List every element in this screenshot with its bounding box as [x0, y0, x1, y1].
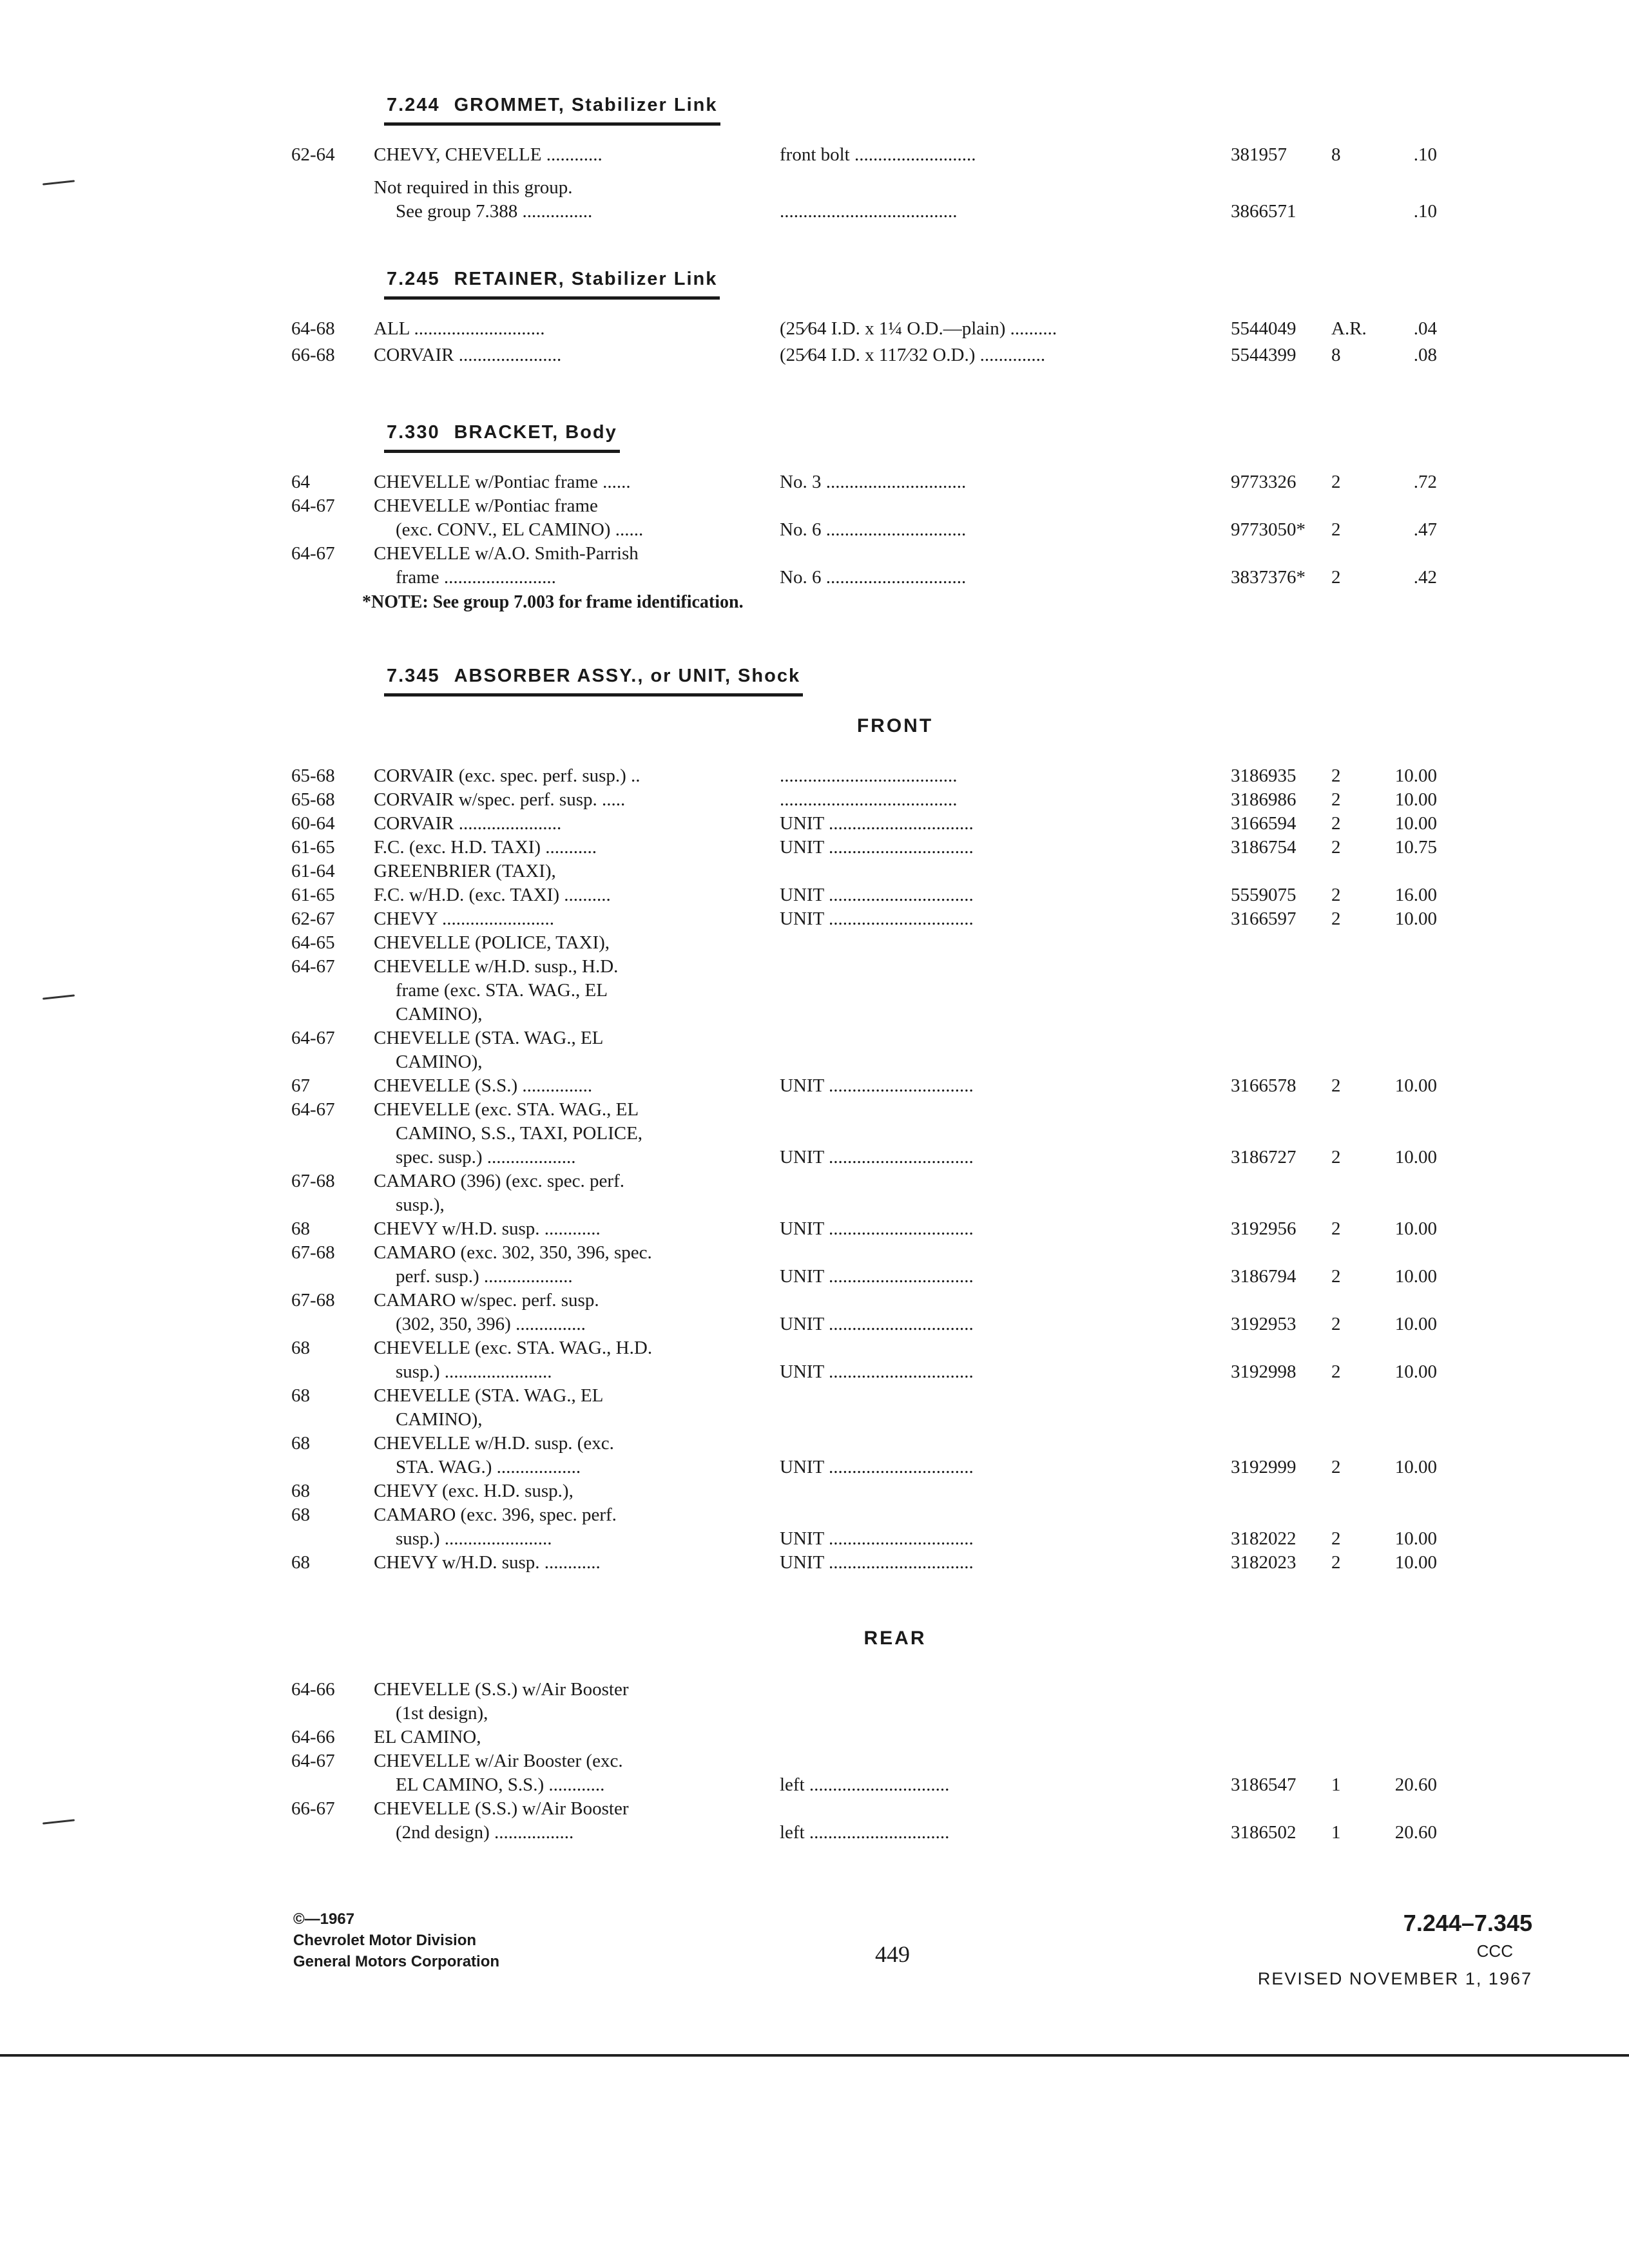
- model-description: [374, 143, 754, 167]
- group-range: 7.244–7.345: [1403, 1910, 1532, 1936]
- part-number: 3192956: [1231, 1218, 1296, 1239]
- part-number: 3166597: [1231, 908, 1296, 929]
- model-years: 64: [291, 472, 310, 492]
- model-years: 68: [291, 1338, 310, 1358]
- model-line: GREENBRIER (TAXI),: [374, 861, 556, 881]
- quantity: 2: [1331, 1147, 1341, 1168]
- part-detail: ......................................: [780, 765, 958, 786]
- model-description: [374, 1074, 754, 1098]
- price: 10.75: [1394, 837, 1437, 858]
- model-description: [374, 1797, 754, 1845]
- model-line: CAMINO, S.S., TAXI, POLICE,: [396, 1123, 643, 1144]
- margin-mark: [43, 180, 75, 185]
- model-line: CAMARO w/spec. perf. susp.: [374, 1290, 599, 1311]
- part-number: 3186935: [1231, 765, 1296, 786]
- model-description: [374, 836, 754, 860]
- quantity: 2: [1331, 885, 1341, 905]
- model-years: 68: [291, 1552, 310, 1573]
- price: 10.00: [1394, 1361, 1437, 1382]
- part-number: 3192953: [1231, 1314, 1296, 1334]
- model-line: CHEVY w/H.D. susp. ............: [374, 1218, 601, 1239]
- model-line: susp.) .......................: [396, 1528, 552, 1549]
- model-line: CHEVELLE (STA. WAG., EL: [374, 1028, 604, 1048]
- model-line: CORVAIR ......................: [374, 813, 562, 834]
- quantity: 2: [1331, 789, 1341, 810]
- model-years: 66-68: [291, 345, 335, 365]
- model-years: 64-67: [291, 956, 335, 977]
- part-number: 3186794: [1231, 1266, 1296, 1287]
- price: 10.00: [1394, 789, 1437, 810]
- model-line: frame ........................: [396, 567, 556, 588]
- part-detail: UNIT ...............................: [780, 1147, 974, 1168]
- part-number: 3837376*: [1231, 567, 1306, 588]
- model-description: [374, 860, 754, 883]
- model-description: [374, 883, 754, 907]
- model-years: 64-66: [291, 1727, 335, 1747]
- part-number: 3182023: [1231, 1552, 1296, 1573]
- model-line: See group 7.388 ...............: [396, 201, 593, 222]
- part-detail: UNIT ...............................: [780, 908, 974, 929]
- model-years: 61-65: [291, 885, 335, 905]
- model-years: 68: [291, 1481, 310, 1501]
- model-description: [374, 176, 754, 224]
- part-detail: UNIT ...............................: [780, 1528, 974, 1549]
- corporation: General Motors Corporation: [293, 1953, 500, 1970]
- quantity: 2: [1331, 813, 1341, 834]
- margin-mark: [43, 994, 75, 999]
- model-line: CHEVY (exc. H.D. susp.),: [374, 1481, 574, 1501]
- catalog-page: 7.244 GROMMET, Stabilizer Link 7.245 RETAINER, Stabilizer Link 7.330 BRACKET, Body *NOTE: See group 7.003 for frame identification. 7.345 ABSORBER ASSY., or UNIT, Shock FRONT REAR ©—1967 Chevrolet Motor Division General Motors Corporation 449 7.244–7.345 CCC REVISED NOVEMBER 1, 1967 62-64 CHEVY, CHEVELLE ............ front bolt .......................... 381957 8 .10 Not required in this group. See group 7.388 ............... ...................................... 3866571 .10 64-68 ALL ............................ (25⁄64 I.D. x 1¼ O.D.—plain) .......... 5544049 A.R. .04 66-68 CORVAIR ...................... (25⁄64 I.D. x 117⁄32 O.D.) .............. 5544399 8 .08 64 CHEVELLE w/Pontiac frame ...... No. 3 .............................. 9773326 2 .72 64-67 CHEVELLE w/Pontiac frame (exc. CONV., EL CAMINO) ...... No. 6 .............................. 9773050* 2 .47 64-67 CHEVELLE w/A.O. Smith-Parrish frame ........................ No. 6 .............................. 3837376* 2 .42 65-68 CORVAIR (exc. spec. perf. susp.) .. ...................................... 3186935 2 10.00 65-68 CORVAIR w/spec. perf. susp. ..... ...................................... 3186986 2 10.00 60-64 CORVAIR ...................... UNIT ............................... 3166594 2 10.00 61-65 F.C. (exc. H.D. TAXI) ........... UNIT ............................... 3186754 2 10.75 61-64 GREENBRIER (TAXI), 61-65 F.C. w/H.D. (exc. TAXI) .......... UNIT ............................... 5559075 2 16.00 62-67 CHEVY ........................ UNIT ............................... 3166597 2 10.00 64-65 CHEVELLE (POLICE, TAXI), 64-67 CHEVELLE w/H.D. susp., H.D. frame (exc. STA. WAG., EL CAMINO), 64-67 CHEVELLE (STA. WAG., EL CAMINO), 67 CHEVELLE (S.S.) ............... UNIT ............................... 3166578 2 10.00 64-67 CHEVELLE (exc. STA. WAG., EL CAMINO, S.S., TAXI, POLICE, spec. susp.) ................... UNIT ............................... 3186727 2 10.00 67-68 CAMARO (396) (exc. spec. perf. susp.), 68 CHEVY w/H.D. susp. ............ UNIT ............................... 3192956 2 10.00 67-68 CAMARO (exc. 302, 350, 396, spec. perf. susp.) ................... UNIT ............................... 3186794 2 10.00 67-68 CAMARO w/spec. perf. susp. (302, 350, 396) ............... UNIT ............................... 3192953 2 10.00 68 CHEVELLE (exc. STA. WAG., H.D. susp.) ....................... UNIT ............................... 3192998 2 10.00 68 CHEVELLE (STA. WAG., EL CAMINO), 68 CHEVELLE w/H.D. susp. (exc. STA. WAG.) .................. UNIT ............................... 3192999 2 10.00 68 CHEVY (exc. H.D. susp.), 68 CAMARO (exc. 396, spec. perf. susp.) ....................... UNIT ............................... 3182022 2 10.00 68 CHEVY w/H.D. susp. ............ UNIT ............................... 3182023 2 10.00 64-66 CHEVELLE (S.S.) w/Air Booster (1st design), 64-66 EL CAMINO, 64-67 CHEVELLE w/Air Booster (exc. EL CAMINO, S.S.) ............ left .............................. 3186547 1 20.60 66-67 CHEVELLE (S.S.) w/Air Booster (2nd design) ................. left .............................. 3186502 1 20.60: [0, 0, 1629, 2268]
- part-detail: ......................................: [780, 789, 958, 810]
- model-line: CAMINO),: [396, 1052, 483, 1072]
- model-line: CORVAIR w/spec. perf. susp. .....: [374, 789, 626, 810]
- model-years: 64-68: [291, 318, 335, 339]
- model-line: CAMINO),: [396, 1409, 483, 1430]
- bottom-rule: [0, 2054, 1629, 2057]
- part-detail: No. 3 ..............................: [780, 472, 967, 492]
- quantity: 2: [1331, 908, 1341, 929]
- price: 10.00: [1394, 1552, 1437, 1573]
- part-number: 9773050*: [1231, 519, 1306, 540]
- subhead-rear: REAR: [863, 1628, 927, 1649]
- quantity: 2: [1331, 519, 1341, 540]
- model-line: (1st design),: [396, 1703, 488, 1724]
- model-years: 67-68: [291, 1290, 335, 1311]
- model-description: [374, 470, 754, 494]
- quantity: 2: [1331, 1075, 1341, 1096]
- revision-block: [1258, 1908, 1532, 1994]
- model-line: susp.) .......................: [396, 1361, 552, 1382]
- model-line: CHEVELLE w/Pontiac frame: [374, 495, 598, 516]
- part-detail: UNIT ...............................: [780, 1552, 974, 1573]
- model-description: [374, 931, 754, 955]
- quantity: 2: [1331, 837, 1341, 858]
- price: .47: [1413, 519, 1437, 540]
- revised-date: REVISED NOVEMBER 1, 1967: [1257, 1969, 1532, 1988]
- model-line: F.C. (exc. H.D. TAXI) ...........: [374, 837, 597, 858]
- model-line: CORVAIR ......................: [374, 345, 562, 365]
- part-detail: UNIT ...............................: [780, 1314, 974, 1334]
- model-line: CHEVELLE (S.S.) w/Air Booster: [374, 1798, 629, 1819]
- part-number: 3186986: [1231, 789, 1296, 810]
- copyright: ©—1967: [293, 1910, 355, 1928]
- model-years: 62-64: [291, 144, 335, 165]
- section-header-7-330: 7.330 BRACKET, Body: [384, 418, 620, 453]
- price: 10.00: [1394, 1528, 1437, 1549]
- model-line: CHEVELLE w/H.D. susp. (exc.: [374, 1433, 614, 1454]
- model-line: CHEVELLE (S.S.) w/Air Booster: [374, 1679, 629, 1700]
- model-years: 64-66: [291, 1679, 335, 1700]
- quantity: A.R.: [1331, 318, 1367, 339]
- part-detail: UNIT ...............................: [780, 1075, 974, 1096]
- model-line: perf. susp.) ...................: [396, 1266, 573, 1287]
- model-years: 68: [291, 1385, 310, 1406]
- model-description: [374, 1169, 754, 1217]
- model-line: CHEVELLE w/Pontiac frame ......: [374, 472, 631, 492]
- model-description: [374, 764, 754, 788]
- section-header-7-345: 7.345 ABSORBER ASSY., or UNIT, Shock: [384, 661, 803, 697]
- model-years: 64-67: [291, 1099, 335, 1120]
- model-description: [374, 1551, 754, 1575]
- price: .42: [1413, 567, 1437, 588]
- part-number: 3186727: [1231, 1147, 1296, 1168]
- catalog-code: CCC: [1476, 1941, 1513, 1961]
- model-line: CAMARO (exc. 302, 350, 396, spec.: [374, 1242, 652, 1263]
- model-line: CHEVELLE w/A.O. Smith-Parrish: [374, 543, 639, 564]
- part-detail: front bolt ..........................: [780, 144, 976, 165]
- part-number: 9773326: [1231, 472, 1296, 492]
- section-header-7-245: 7.245 RETAINER, Stabilizer Link: [384, 264, 720, 300]
- quantity: 2: [1331, 1314, 1341, 1334]
- quantity: 2: [1331, 1552, 1341, 1573]
- model-description: [374, 1336, 754, 1384]
- model-years: 64-67: [291, 495, 335, 516]
- price: 10.00: [1394, 1266, 1437, 1287]
- part-detail: UNIT ...............................: [780, 885, 974, 905]
- model-line: EL CAMINO,: [374, 1727, 481, 1747]
- model-years: 64-67: [291, 543, 335, 564]
- quantity: 2: [1331, 1361, 1341, 1382]
- quantity: 2: [1331, 567, 1341, 588]
- model-line: CHEVELLE (POLICE, TAXI),: [374, 932, 610, 953]
- quantity: 2: [1331, 765, 1341, 786]
- price: 10.00: [1394, 1218, 1437, 1239]
- model-line: spec. susp.) ...................: [396, 1147, 576, 1168]
- part-detail: UNIT ...............................: [780, 837, 974, 858]
- model-years: 60-64: [291, 813, 335, 834]
- publisher-block: [293, 1908, 499, 1972]
- price: 10.00: [1394, 1075, 1437, 1096]
- price: 10.00: [1394, 1147, 1437, 1168]
- price: .08: [1413, 345, 1437, 365]
- quantity: 2: [1331, 1457, 1341, 1477]
- model-line: (302, 350, 396) ...............: [396, 1314, 586, 1334]
- model-years: 65-68: [291, 789, 335, 810]
- price: 10.00: [1394, 813, 1437, 834]
- model-description: [374, 788, 754, 812]
- model-line: CHEVY ........................: [374, 908, 555, 929]
- price: 10.00: [1394, 765, 1437, 786]
- model-line: frame (exc. STA. WAG., EL: [396, 980, 608, 1001]
- division: Chevrolet Motor Division: [293, 1932, 477, 1949]
- part-number: 5559075: [1231, 885, 1296, 905]
- model-description: [374, 1241, 754, 1289]
- price: .10: [1413, 201, 1437, 222]
- part-detail: No. 6 ..............................: [780, 519, 967, 540]
- model-description: [374, 907, 754, 931]
- part-detail: (25⁄64 I.D. x 1¼ O.D.—plain) ..........: [780, 318, 1057, 339]
- model-description: [374, 812, 754, 836]
- quantity: 8: [1331, 345, 1341, 365]
- quantity: 1: [1331, 1774, 1341, 1795]
- model-line: CHEVELLE w/H.D. susp., H.D.: [374, 956, 619, 977]
- part-detail: UNIT ...............................: [780, 1218, 974, 1239]
- part-detail: (25⁄64 I.D. x 117⁄32 O.D.) ..............: [780, 345, 1046, 365]
- model-line: STA. WAG.) ..................: [396, 1457, 581, 1477]
- part-number: 3166578: [1231, 1075, 1296, 1096]
- part-number: 3192999: [1231, 1457, 1296, 1477]
- model-line: (2nd design) .................: [396, 1822, 574, 1843]
- model-years: 65-68: [291, 765, 335, 786]
- part-detail: UNIT ...............................: [780, 1266, 974, 1287]
- model-line: CHEVY w/H.D. susp. ............: [374, 1552, 601, 1573]
- part-detail: UNIT ...............................: [780, 1361, 974, 1382]
- model-years: 62-67: [291, 908, 335, 929]
- model-line: ALL ............................: [374, 318, 545, 339]
- model-line: CHEVELLE w/Air Booster (exc.: [374, 1751, 623, 1771]
- price: 20.60: [1394, 1822, 1437, 1843]
- model-years: 68: [291, 1504, 310, 1525]
- page-number: 449: [875, 1941, 910, 1967]
- part-number: 3166594: [1231, 813, 1296, 834]
- quantity: 8: [1331, 144, 1341, 165]
- model-description: [374, 1289, 754, 1336]
- model-years: 68: [291, 1218, 310, 1239]
- section-header-7-244: 7.244 GROMMET, Stabilizer Link: [384, 90, 720, 126]
- price: 20.60: [1394, 1774, 1437, 1795]
- model-years: 67-68: [291, 1171, 335, 1191]
- price: 10.00: [1394, 908, 1437, 929]
- model-years: 67: [291, 1075, 310, 1096]
- model-description: [374, 1678, 754, 1725]
- part-detail: UNIT ...............................: [780, 813, 974, 834]
- model-line: CHEVELLE (exc. STA. WAG., EL: [374, 1099, 639, 1120]
- price: .10: [1413, 144, 1437, 165]
- model-years: 66-67: [291, 1798, 335, 1819]
- model-years: 67-68: [291, 1242, 335, 1263]
- model-line: CHEVELLE (exc. STA. WAG., H.D.: [374, 1338, 653, 1358]
- model-description: [374, 1098, 754, 1169]
- model-description: [374, 1384, 754, 1432]
- quantity: 2: [1331, 472, 1341, 492]
- part-detail: No. 6 ..............................: [780, 567, 967, 588]
- quantity: 2: [1331, 1528, 1341, 1549]
- model-description: [374, 343, 754, 367]
- price: 16.00: [1394, 885, 1437, 905]
- model-description: [374, 1217, 754, 1241]
- part-number: 3866571: [1231, 201, 1296, 222]
- model-description: [374, 542, 754, 590]
- model-line: CAMARO (396) (exc. spec. perf.: [374, 1171, 624, 1191]
- margin-mark: [43, 1819, 75, 1824]
- model-line: CHEVELLE (S.S.) ...............: [374, 1075, 593, 1096]
- model-description: [374, 1479, 754, 1503]
- part-number: 3192998: [1231, 1361, 1296, 1382]
- model-line: Not required in this group.: [374, 177, 573, 198]
- model-description: [374, 1432, 754, 1479]
- model-years: 61-65: [291, 837, 335, 858]
- part-detail: left ..............................: [780, 1774, 950, 1795]
- price: 10.00: [1394, 1314, 1437, 1334]
- part-number: 3186754: [1231, 837, 1296, 858]
- part-detail: ......................................: [780, 201, 958, 222]
- model-years: 64-67: [291, 1028, 335, 1048]
- subhead-front: FRONT: [856, 715, 934, 736]
- model-line: CHEVELLE (STA. WAG., EL: [374, 1385, 604, 1406]
- model-line: F.C. w/H.D. (exc. TAXI) ..........: [374, 885, 611, 905]
- part-number: 3186502: [1231, 1822, 1296, 1843]
- model-description: [374, 1026, 754, 1074]
- model-description: [374, 1725, 754, 1749]
- part-detail: UNIT ...............................: [780, 1457, 974, 1477]
- model-description: [374, 955, 754, 1026]
- model-line: CHEVY, CHEVELLE ............: [374, 144, 602, 165]
- model-line: (exc. CONV., EL CAMINO) ......: [396, 519, 644, 540]
- model-years: 68: [291, 1433, 310, 1454]
- part-number: 5544399: [1231, 345, 1296, 365]
- model-years: 64-67: [291, 1751, 335, 1771]
- quantity: 2: [1331, 1266, 1341, 1287]
- model-years: 64-65: [291, 932, 335, 953]
- part-number: 3186547: [1231, 1774, 1296, 1795]
- model-description: [374, 1749, 754, 1797]
- price: .04: [1413, 318, 1437, 339]
- part-number: 5544049: [1231, 318, 1296, 339]
- model-description: [374, 317, 754, 341]
- part-detail: left ..............................: [780, 1822, 950, 1843]
- model-description: [374, 1503, 754, 1551]
- part-number: 381957: [1231, 144, 1287, 165]
- price: .72: [1413, 472, 1437, 492]
- model-description: [374, 494, 754, 542]
- model-line: susp.),: [396, 1195, 445, 1215]
- part-number: 3182022: [1231, 1528, 1296, 1549]
- price: 10.00: [1394, 1457, 1437, 1477]
- model-line: CAMINO),: [396, 1004, 483, 1024]
- model-line: EL CAMINO, S.S.) ............: [396, 1774, 605, 1795]
- model-years: 61-64: [291, 861, 335, 881]
- model-line: CORVAIR (exc. spec. perf. susp.) ..: [374, 765, 641, 786]
- quantity: 1: [1331, 1822, 1341, 1843]
- quantity: 2: [1331, 1218, 1341, 1239]
- model-line: CAMARO (exc. 396, spec. perf.: [374, 1504, 617, 1525]
